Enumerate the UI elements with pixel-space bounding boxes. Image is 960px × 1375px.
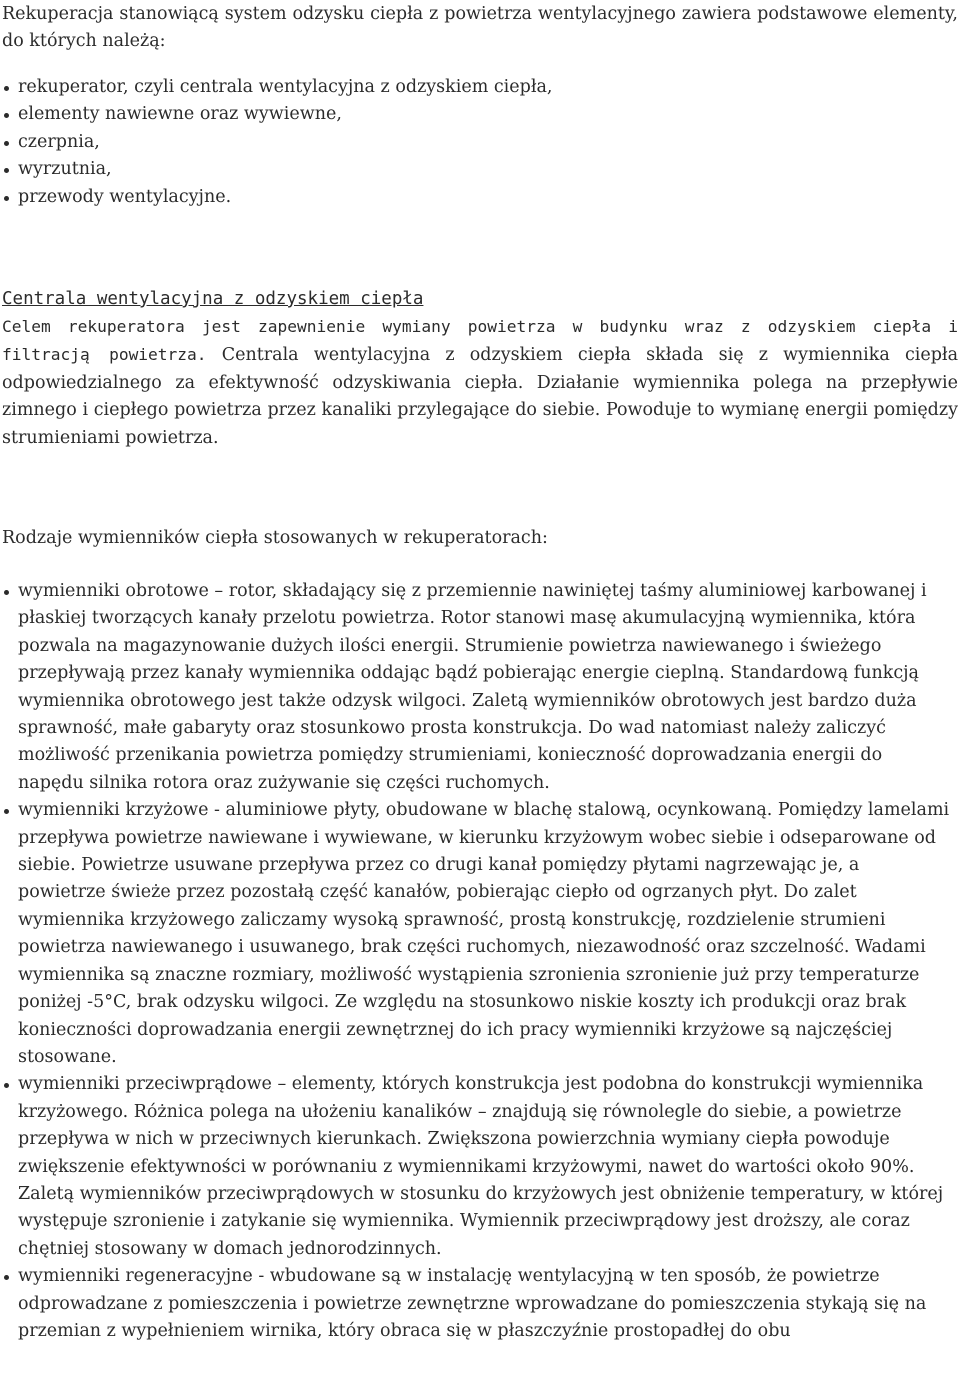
list-item: czerpnia, xyxy=(0,129,940,156)
list-item: przewody wentylacyjne. xyxy=(0,184,940,211)
list-item: elementy nawiewne oraz wywiewne, xyxy=(0,101,940,128)
exchanger-types-list xyxy=(0,578,960,1345)
list-item-rotary-exchanger: wymienniki obrotowe – rotor, składający się z przemiennie nawiniętej taśmy aluminiowej karbowanej i płaskiej tworzących kanały przelotu powietrza. Rotor stanowi masę akumulacyjną wymiennika, która pozwala na magazynowanie dużych ilości energii. Strumienie powietrza nawiewanego i świeżego przepływają przez kanały wymiennika oddając bądź pobierając energie cieplną. Standardową funkcją wymiennika obrotowego jest także odzysk wilgoci. Zaletą wymienników obrotowych jest bardzo duża sprawność, małe gabaryty oraz stosunkowo prosta konstrukcja. Do wad natomiast należy zaliczyć możliwość przenikania powietrza pomiędzy strumieniami, konieczność doprowadzania energii do napędu silnika rotora oraz zużywanie się części ruchomych. xyxy=(0,578,960,797)
section-heading-central-unit: Centrala wentylacyjna z odzyskiem ciepła xyxy=(2,289,424,309)
components-list xyxy=(0,74,940,211)
list-item: wyrzutnia, xyxy=(0,156,940,183)
intro-paragraph: Rekuperacja stanowiącą system odzysku ciepła z powietrza wentylacyjnego zawiera podstawowe elementy, do których należą: xyxy=(2,4,958,52)
central-unit-paragraph xyxy=(0,313,960,452)
central-unit-paragraph-rest: Centrala wentylacyjna z odzyskiem ciepła składa się z wymiennika ciepła odpowiedzialnego za efektywność odzyskiwania ciepła. Działanie wymiennika polega na przepływie zimnego i ciepłego powietrza przez kanaliki przylegające do siebie. Powoduje to wymianę energii pomiędzy strumieniami powietrza. xyxy=(2,345,959,448)
list-item: rekuperator, czyli centrala wentylacyjna z odzyskiem ciepła, xyxy=(0,74,940,101)
list-item-regenerative-exchanger: wymienniki regeneracyjne - wbudowane są w instalację wentylacyjną w ten sposób, że powietrze odprowadzane z pomieszczenia i powietrze zewnętrzne wprowadzane do pomieszczenia stykają się na przemian z wypełnieniem wirnika, który obraca się w płaszczyźnie prostopadłej do obu xyxy=(0,1263,960,1345)
section-heading-exchanger-types: Rodzaje wymienników ciepła stosowanych w rekuperatorach: xyxy=(2,528,548,548)
list-item-cross-exchanger: wymienniki krzyżowe - aluminiowe płyty, obudowane w blachę stalową, ocynkowaną. Pomiędzy lamelami przepływa powietrze nawiewane i wywiewane, w kierunku krzyżowym wobec siebie i odseparowane od siebie. Powietrze usuwane przepływa przez co drugi kanał pomiędzy płytami nagrzewając je, a powietrze świeże przez pozostałą część kanałów, pobierając ciepło od ogrzanych płyt. Do zalet wymiennika krzyżowego zaliczamy wysoką sprawność, prostą konstrukcję, rozdzielenie strumieni powietrza nawiewanego i usuwanego, brak części ruchomych, niezawodność oraz szczelność. Wadami wymiennika są znaczne rozmiary, możliwość wystąpienia szronienia szronienie już przy temperaturze poniżej -5°C, brak odzysku wilgoci. Ze względu na stosunkowo niskie koszty ich produkcji oraz brak konieczności doprowadzania energii zewnętrznej do ich pracy wymienniki krzyżowe są najczęściej stosowane. xyxy=(0,797,960,1071)
list-item-counterflow-exchanger: wymienniki przeciwprądowe – elementy, których konstrukcja jest podobna do konstrukcji wymiennika krzyżowego. Różnica polega na ułożeniu kanalików – znajdują się równolegle do siebie, a powietrze przepływa w nich w przeciwnych kierunkach. Zwiększona powierzchnia wymiany ciepła powoduje zwiększenie efektywności w porównaniu z wymiennikami krzyżowymi, nawet do wartości około 90%. Zaletą wymienników przeciwprądowych w stosunku do krzyżowych jest obniżenie temperatury, w której występuje szronienie i zatykanie się wymiennika. Wymiennik przeciwprądowy jest droższy, ale coraz chętniej stosowany w domach jednorodzinnych. xyxy=(0,1071,960,1263)
central-unit-paragraph-lead: Celem rekuperatora jest zapewnienie wymiany powietrza w budynku wraz z odzyskiem ciepła i filtracją powietrza. xyxy=(2,317,958,365)
